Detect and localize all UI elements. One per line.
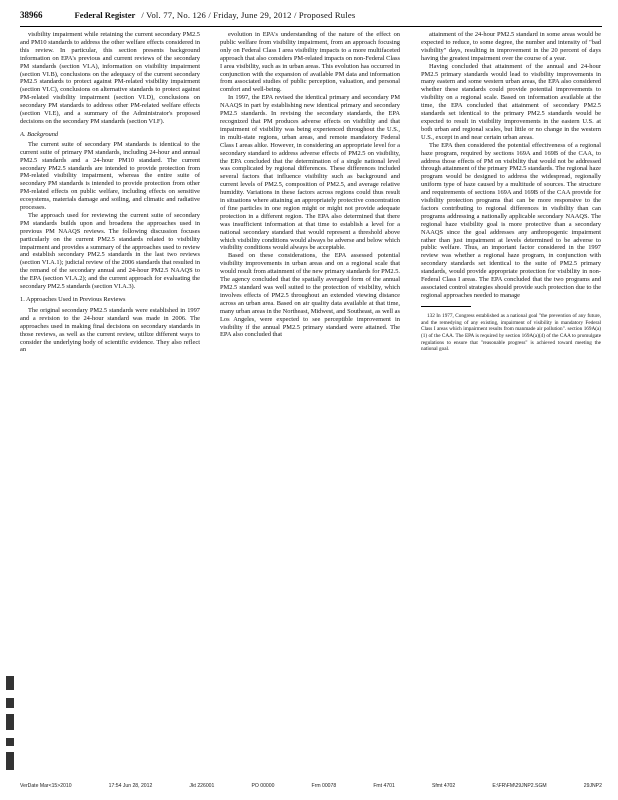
footer-verdate: VerDate Mar<15>2010 <box>20 783 72 789</box>
subsection-heading: 1. Approaches Used in Previous Reviews <box>20 296 126 303</box>
column-3 <box>421 31 601 777</box>
paragraph: evolution in EPA's understanding of the nature of the effect on public welfare from visibility impairment, from an approach focusing only on Federal Class I area visibility impacts to a more multifaceted approach that also considers PM-related impacts on non-Federal Class I area visibility, such as in urban areas. This evolution has occurred in conjunction with the expansion of available PM data and information from associated studies of public perception, valuation, and personal comfort and well-being. <box>220 31 400 94</box>
paragraph: The EPA then considered the potential effectiveness of a regional haze program, required by sections 169A and 169B of the CAA, to address those effects of PM on visibility that would not be addressed through attainment of the primary PM2.5 standards. The regional haze program would be designed to address the widespread, regionally uniform type of haze caused by a multitude of sources. The structure and requirements of sections 169A and 169B of the CAA provide for visibility protection programs that can be more responsive to the factors contributing to regional differences in visibility than can programs addressing a nationally applicable secondary NAAQS. The regional haze visibility goal is more protective than a secondary NAAQS since the goal addresses any anthropogenic impairment rather than just impairment at levels determined to be adverse to public welfare. Thus, an important factor considered in the 1997 review was whether a regional haze program, in conjunction with secondary standards set identical to the suite of PM2.5 primary standards, would provide appropriate protection for visibility in non-Federal Class I areas. The EPA concluded that the two programs and associated control strategies should provide such protection due to the regional approaches needed to manage <box>421 141 601 299</box>
publication-name: Federal Register <box>74 10 136 20</box>
footer-file: E:\FR\FM\29JNP2.SGM <box>492 783 547 789</box>
page-body <box>20 31 602 777</box>
footnote-rule <box>421 306 471 307</box>
page-number: 38966 <box>20 10 43 20</box>
header-rule <box>20 26 602 27</box>
section-heading: A. Background <box>20 130 59 138</box>
paragraph: Based on these considerations, the EPA assessed potential visibility improvements in urban areas and on a regional scale that would result from attainment of the new primary standards for PM2.5. The agency concluded that the spatially averaged form of the annual PM2.5 standard was well suited to the protection of visibility, which involves effects of PM2.5 throughout an extended viewing distance across an urban area. Based on air quality data available at that time, many urban areas in the Northeast, Midwest, and Southeast, as well as Los Angeles, were expected to see perceptible improvement in visibility if the annual PM2.5 primary standard were attained. The EPA also concluded that <box>220 252 400 339</box>
column-1 <box>20 31 200 777</box>
footer-sfmt: Sfmt 4702 <box>431 783 456 789</box>
footnote: 132 In 1977, Congress established as a national goal "the prevention of any future, and the remedying of any existing, impairment of visibility in mandatory Federal Class I areas which impairment results from manmade air pollution". section 169A(a)(1) of the CAA. The EPA is required by section 169A(a)(4) of the CAA to promulgate regulations to ensure that "reasonable progress" is achieved toward meeting the national goal. <box>421 312 601 353</box>
footer-date-code: 29JNP2 <box>583 783 602 789</box>
margin-bar-marks <box>6 676 14 776</box>
footer-fmt: Fmt 4701 <box>373 783 395 789</box>
footer-time: 17:54 Jun 28, 2012 <box>108 783 153 789</box>
paragraph: attainment of the 24-hour PM2.5 standard in some areas would be expected to reduce, to some degree, the number and intensity of "bad visibility" days, resulting in improvement in the 20 percent of days having the greatest impairment over the course of a year. <box>421 31 601 62</box>
page-header <box>20 10 600 24</box>
paragraph: The current suite of secondary PM standards is identical to the current suite of primary PM standards, including 24-hour and annual PM2.5 standards and a 24-hour PM10 standard. The current secondary PM2.5 standards are intended to provide protection from PM-related visibility impairment, whereas the entire suite of secondary PM standards is intended to provide protection from other PM-related effects on public welfare, including effects on sensitive ecosystems, materials damage and soiling, and climatic and radiative processes. <box>20 140 200 212</box>
paragraph: The approach used for reviewing the current suite of secondary PM standards builds upon and broadens the approaches used in previous PM NAAQS reviews. The following discussion focuses particularly on the current PM2.5 standards related to visibility impairment and provides a summary of the approaches used to review and establish secondary PM2.5 standards in the last two reviews (section VI.A.1); judicial review of the 2006 standards that resulted in the remand of the secondary annual and 24-hour PM2.5 NAAQS to the EPA (section VI.A.2); and the current approach for evaluating the secondary PM2.5 standards (section VI.A.3). <box>20 211 200 291</box>
paragraph: The original secondary PM2.5 standards were established in 1997 and a revision to the 24-hour standard was made in 2006. The approaches used in making final decisions on secondary standards in those reviews, as well as the current review, utilize different ways to consider the underlying body of scientific evidence. They also reflect an <box>20 306 200 354</box>
page-footer <box>20 781 602 791</box>
column-2 <box>220 31 400 777</box>
footer-po: PO 00000 <box>251 783 275 789</box>
issue-info: / Vol. 77, No. 126 / Friday, June 29, 2012 / Proposed Rules <box>141 10 356 20</box>
paragraph: visibility impairment while retaining the current secondary PM2.5 and PM10 standards to address the other welfare effects considered in this review. In particular, this section presents background information on EPA's previous and current reviews of the secondary PM standards (section VI.A), information on visibility impairment (section VI.B), conclusions on the adequacy of the current secondary PM2.5 standards to protect against PM-related visibility impairment (section VI.C), conclusions on alternative standards to protect against PM-related visibility impairment (section VI.D), conclusions on secondary PM standards to address other PM-related welfare effects (section VI.E), and a summary of the Administrator's proposed decisions on the secondary PM standards (section VI.F). <box>20 31 200 125</box>
paragraph: Having concluded that attainment of the annual and 24-hour PM2.5 primary standards would lead to visibility improvements in many eastern and some western urban areas, the EPA also considered whether these standards could provide potential improvements to visibility on a regional scale. Based on information available at the time, the EPA concluded that attainment of secondary PM2.5 standards set identical to the primary PM2.5 standards would be expected to result in visibility improvements in the eastern U.S. at both urban and regional scales, but little or no change in the western U.S., except in and near certain urban areas. <box>421 62 601 141</box>
footer-frm: Frm 00078 <box>311 783 337 789</box>
paragraph: In 1997, the EPA revised the identical primary and secondary PM NAAQS in part by establishing new identical primary and secondary PM2.5 standards. In revising the secondary standards, the EPA recognized that PM produces adverse effects on visibility and that impairment of visibility was being experienced throughout the U.S., in multi-state regions, urban areas, and remote mandatory Federal Class I areas alike. However, in considering an appropriate level for a secondary standard to address adverse effects of PM2.5 on visibility, the EPA concluded that the determination of a single national level was complicated by regional differences. These differences included several factors that influence visibility such as background and current levels of PM2.5, composition of PM2.5, and average relative humidity. Variations in these factors across regions could thus result in situations where attaining an appropriately protective concentration of fine particles in one region might or might not provide adequate protection in a different region. The EPA also determined that there was insufficient information at that time to establish a level for a national secondary standard that would represent a threshold above which visibility conditions would always be adverse and below which visibility conditions would always be acceptable. <box>220 94 400 252</box>
footer-jkt: Jkt 226001 <box>189 783 215 789</box>
